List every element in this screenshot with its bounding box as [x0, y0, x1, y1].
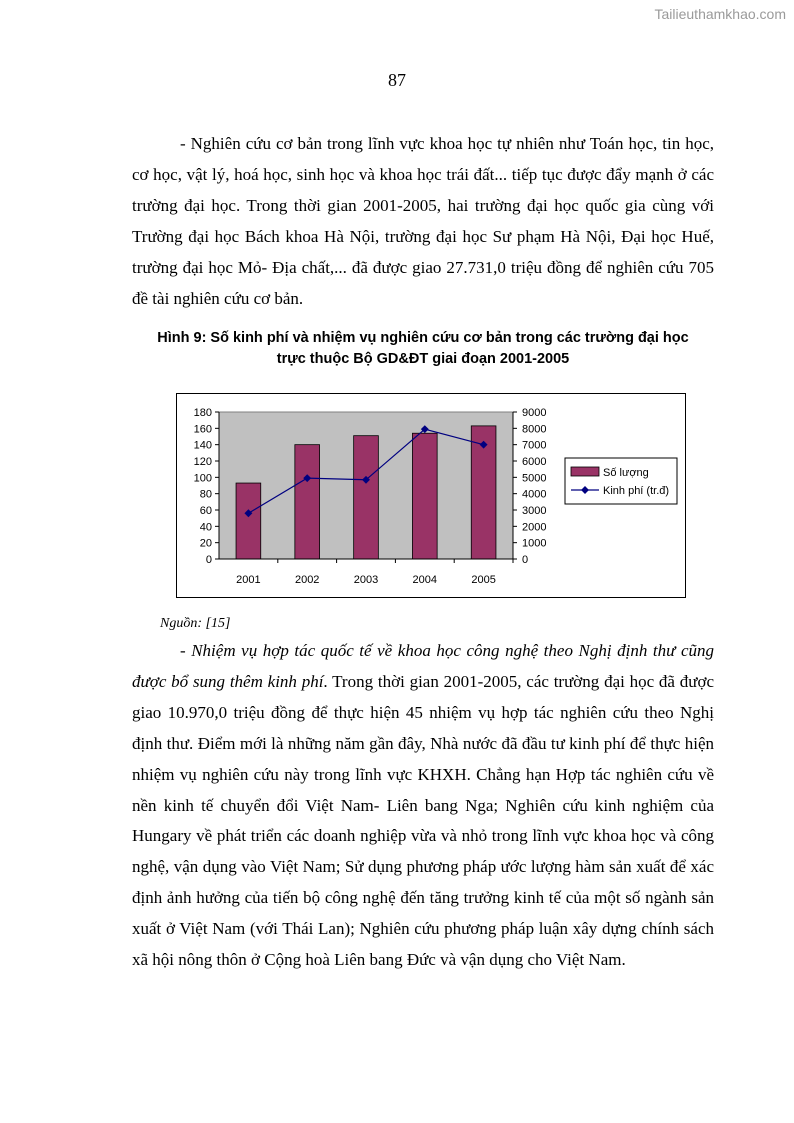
- right-axis-tick-label: 4000: [522, 488, 547, 501]
- watermark: Tailieuthamkhao.com: [654, 6, 786, 22]
- figure-caption-line1: Hình 9: Số kinh phí và nhiệm vụ nghiên cứu cơ bản trong các trường đại học: [157, 330, 689, 346]
- legend-bar-swatch: [571, 467, 599, 476]
- right-axis-tick-label: 3000: [522, 505, 547, 517]
- right-axis-tick-label: 7000: [522, 439, 547, 452]
- x-axis-tick-label: 2002: [294, 574, 320, 586]
- left-axis-tick-label: 40: [199, 521, 212, 534]
- right-axis-tick-label: 1000: [522, 537, 547, 550]
- paragraph-body-text: . Trong thời gian 2001-2005, các trường đại học đã được giao 10.970,0 triệu đồng để thực hiện 45 nhiệm vụ hợp tác nghiên cứu theo Nghị định thư. Điểm mới là những năm gần đây, Nhà nước đã đầu tư kinh phí để thực hiện nhiệm vụ nghiên cứu này trong lĩnh vực KHXH. Chẳng hạn Hợp tác nghiên cứu về nền kinh tế chuyển đổi Việt Nam- Liên bang Nga; Nghiên cứu kinh nghiệm của Hungary về phát triển các doanh nghiệp vừa và nhỏ trong lĩnh vực khoa học và công nghệ, vận dụng vào Việt Nam; Sử dụng phương pháp ước lượng hàm sản xuất để xác định ảnh hưởng của tiến bộ công nghệ đến tăng trưởng kinh tế của một số ngành sản xuất ở Việt Nam (với Thái Lan); Nghiên cứu phương pháp luận xây dựng chính sách xã hội nông thôn ở Cộng hoà Liên bang Đức và vận dụng cho Việt Nam.: [132, 671, 715, 970]
- left-axis-tick-label: 140: [193, 439, 212, 452]
- paragraph-basic-research: [132, 129, 714, 314]
- right-axis-tick-label: 9000: [522, 407, 547, 419]
- right-axis-tick-label: 6000: [522, 456, 547, 468]
- paragraph-international-cooperation: [132, 636, 714, 976]
- legend-label-kinh-phi: Kinh phí (tr.đ): [603, 485, 670, 497]
- left-axis-tick-label: 0: [205, 554, 212, 566]
- right-axis-tick-label: 8000: [522, 423, 547, 436]
- left-axis-tick-label: 80: [199, 488, 212, 501]
- legend-box: [565, 458, 677, 504]
- x-axis-tick-label: 2005: [471, 574, 496, 586]
- x-axis-tick-label: 2001: [236, 574, 261, 586]
- right-axis-tick-label: 2000: [522, 521, 547, 534]
- left-axis-tick-label: 120: [193, 456, 212, 468]
- left-axis-tick-label: 160: [193, 423, 212, 436]
- figure-caption-line2: trực thuộc Bộ GD&ĐT giai đoạn 2001-2005: [276, 351, 570, 367]
- bar-so-luong: [412, 433, 437, 559]
- figure-source: Nguồn: [15]: [160, 616, 231, 631]
- left-axis-tick-label: 100: [193, 472, 212, 485]
- right-axis-tick-label: 5000: [522, 472, 547, 485]
- combo-chart: [177, 394, 687, 599]
- x-axis-tick-label: 2003: [353, 574, 379, 586]
- right-axis-tick-label: 0: [522, 554, 529, 566]
- bar-so-luong: [354, 436, 379, 559]
- paragraph-italic-lead: - Nhiệm vụ hợp tác quốc tế về khoa học công nghệ theo Nghị định thư cũng được bổ sung thêm kinh phí: [132, 641, 714, 691]
- paragraph-basic-research-text: - Nghiên cứu cơ bản trong lĩnh vực khoa học tự nhiên như Toán học, tin học, cơ học, vật lý, hoá học, sinh học và khoa học trái đất... tiếp tục được đẩy mạnh ở các trường đại học. Trong thời gian 2001-2005, hai trường đại học quốc gia cùng với Trường đại học Bách khoa Hà Nội, trường đại học Sư phạm Hà Nội, Đại học Huế, trường đại học Mỏ- Địa chất,... đã được giao 27.731,0 triệu đồng để nghiên cứu 705 đề tài nghiên cứu cơ bản.: [132, 134, 714, 308]
- x-axis-tick-label: 2004: [412, 574, 438, 586]
- bar-so-luong: [236, 483, 261, 559]
- bar-so-luong: [295, 445, 320, 559]
- left-axis-tick-label: 20: [199, 537, 212, 550]
- left-axis-tick-label: 180: [193, 407, 212, 419]
- legend-label-so-luong: Số lượng: [603, 467, 649, 479]
- figure-caption: [132, 328, 714, 370]
- chart-frame: [176, 393, 686, 598]
- left-axis-tick-label: 60: [199, 505, 212, 517]
- page-number: 87: [388, 70, 406, 90]
